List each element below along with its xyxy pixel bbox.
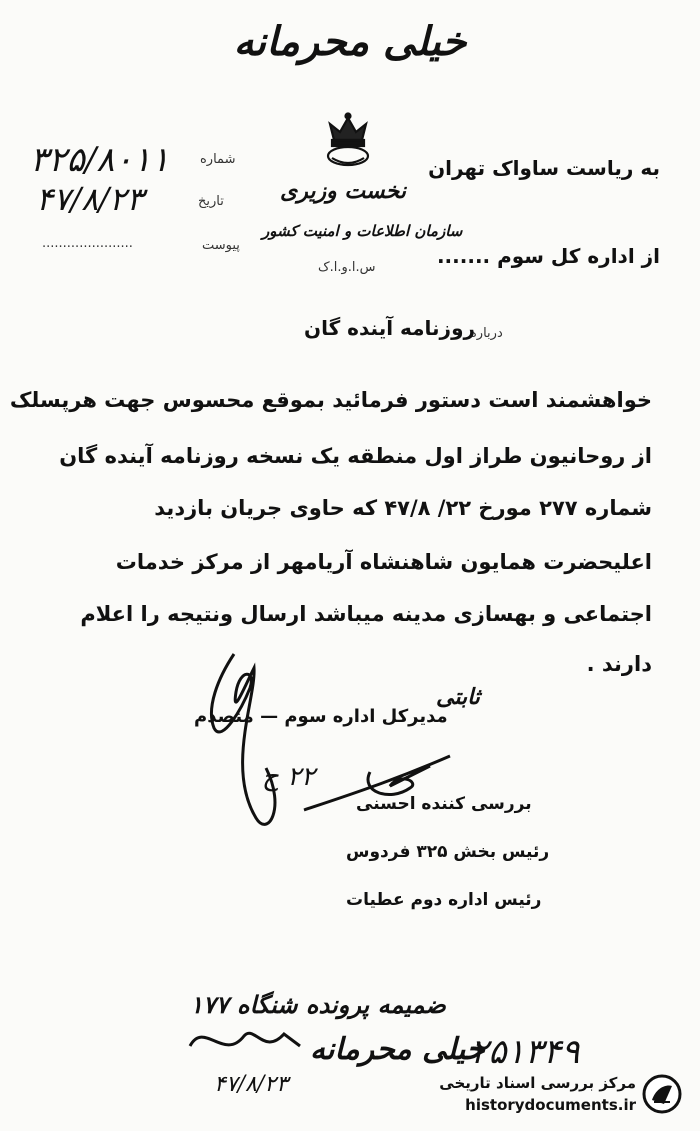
subject: روزنامه آینده گان <box>304 316 476 340</box>
letter-number-value: ۳۲۵/۸۰۱۱ <box>30 140 170 180</box>
body-line-6: دارند . <box>586 652 652 676</box>
org-line-3: س.ا.و.ا.ک <box>318 260 376 275</box>
section-head-line: رئیس بخش ۳۲۵ فردوس <box>346 842 550 862</box>
reviewer-line: بررسی کننده احسنی <box>356 794 532 814</box>
attachment-dots: ...................... <box>42 236 133 251</box>
org-line-2: سازمان اطلاعات و امنیت کشور <box>262 222 463 240</box>
to-line: به ریاست ساواک تهران <box>428 156 660 180</box>
crown-emblem-icon <box>318 110 378 172</box>
footer-flourish-icon <box>184 1016 304 1066</box>
footer-file-number: ۲۵۱۳۴۹ <box>470 1032 580 1072</box>
body-line-2: از روحانیون طراز اول منطقه یک نسخه روزنامه آینده گان <box>59 444 652 468</box>
reviewer-handwriting: ۲۲ ح <box>262 762 315 792</box>
letter-date-label: تاریخ <box>198 194 224 209</box>
body-line-1: خواهشمند است دستور فرمائید بموقع محسوس جهت هرپسلک <box>9 388 652 412</box>
watermark-fa-text: مرکز بررسی اسناد تاریخی <box>439 1074 636 1092</box>
archive-logo-icon <box>642 1074 682 1114</box>
org-line-1: نخست وزیری <box>280 178 406 204</box>
letter-date-value: ۴۷/۸/۲۳ <box>36 180 144 218</box>
subject-prefix: درباره <box>470 326 503 341</box>
from-line: از اداره کل سوم ....... <box>436 244 660 268</box>
watermark <box>420 1070 690 1120</box>
director-handwriting: ثابتی <box>436 684 480 710</box>
reviewer-signature-icon <box>300 752 460 832</box>
attachment-label: پیوست <box>202 238 240 253</box>
letter-number-label: شماره <box>200 152 236 167</box>
watermark-url[interactable]: historydocuments.ir <box>465 1096 636 1114</box>
footer-classification: خیلی محرمانه <box>310 1032 485 1067</box>
footer-handwritten-date: ۴۷/۸/۲۳ <box>214 1072 288 1097</box>
body-line-5: اجتماعی و بهسازی مدینه میباشد ارسال ونتیجه را اعلام <box>80 602 652 626</box>
body-line-3: شماره ۲۷۷ مورخ ۲۲/ ۴۷/۸ که حاوی جریان بازدید <box>154 496 652 520</box>
director-title: مدیرکل اداره سوم — منصدم <box>194 706 448 727</box>
department-head-line: رئیس اداره دوم عطیات <box>346 890 542 910</box>
body-line-4: اعلیحضرت همایون شاهنشاه آریامهر از مرکز خدمات <box>115 550 652 574</box>
classification-title: خیلی محرمانه <box>233 18 467 65</box>
footer-handwritten-note: ضمیمه پرونده شنگاه ۱۷۷ <box>190 990 446 1019</box>
